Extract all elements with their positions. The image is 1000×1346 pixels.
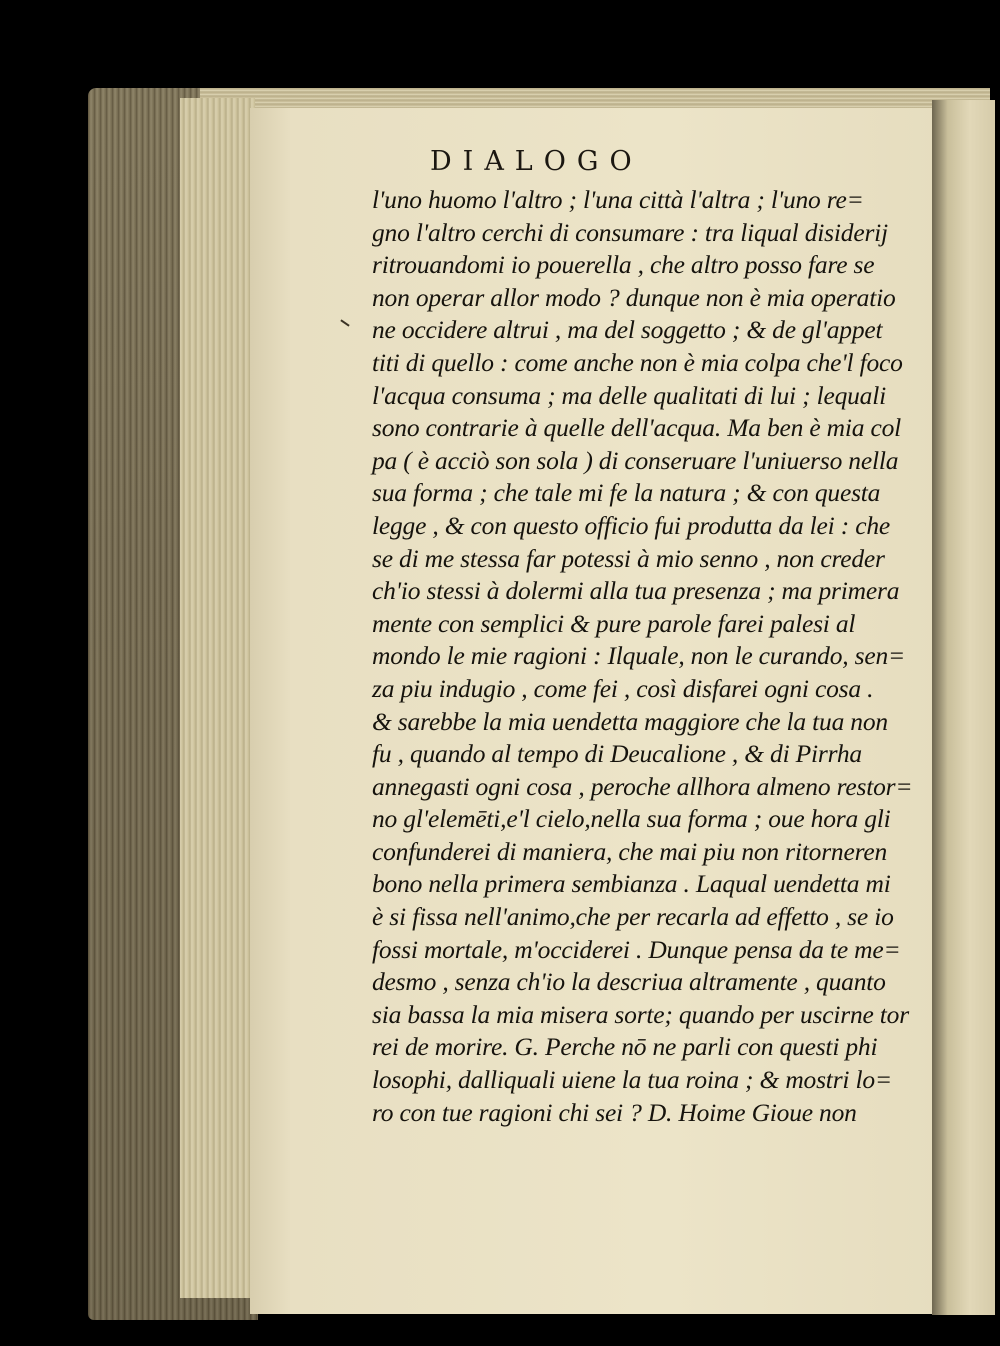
text-line: annegasti ogni cosa , peroche allhora almeno restor=	[372, 771, 913, 801]
right-page-gutter	[932, 100, 995, 1315]
text-line: se di me stessa far potessi à mio senno , non creder	[372, 543, 885, 573]
text-line: titi di quello : come anche non è mia colpa che'l foco	[372, 347, 903, 377]
text-line: gno l'altro cerchi di consumare : tra liqual disiderij	[372, 217, 888, 247]
text-line: l'acqua consuma ; ma delle qualitati di lui ; lequali	[372, 380, 886, 410]
text-line: ro con tue ragioni chi sei ? D. Hoime Gioue non	[372, 1097, 857, 1127]
text-line: za piu indugio , come fei , così disfarei ogni cosa .	[372, 673, 874, 703]
text-line: è si fissa nell'animo,che per recarla ad effetto , se io	[372, 902, 894, 932]
text-line: sia bassa la mia misera sorte; quando per uscirne tor	[372, 999, 909, 1029]
page-text	[372, 184, 913, 1129]
text-line: desmo , senza ch'io la descriua altramente , quanto	[372, 967, 886, 997]
text-line: & sarebbe la mia uendetta maggiore che la tua non	[372, 706, 888, 736]
text-line: no gl'elemēti,e'l cielo,nella sua forma ; oue hora gli	[372, 804, 891, 834]
text-line: mondo le mie ragioni : Ilquale, non le curando, sen=	[372, 641, 906, 671]
running-header: DIALOGO	[430, 146, 643, 177]
text-line: confunderei di maniera, che mai piu non ritorneren	[372, 836, 888, 866]
text-line: rei de morire. G. Perche nō ne parli con questi phi	[372, 1032, 878, 1062]
book-top-edge	[200, 88, 990, 110]
text-line: fu , quando al tempo di Deucalione , & di Pirrha	[372, 739, 862, 769]
page-stack	[180, 98, 255, 1298]
text-line: sono contrarie à quelle dell'acqua. Ma ben è mia col	[372, 413, 902, 443]
text-line: ch'io stessi à dolermi alla tua presenza ; ma primera	[372, 576, 900, 606]
text-line: legge , & con questo officio fui produtta da lei : che	[372, 510, 890, 540]
text-line: ne occidere altrui , ma del soggetto ; & de gl'appet	[372, 315, 883, 345]
text-line: pa ( è acciò son sola ) di conseruare l'uniuerso nella	[372, 445, 899, 475]
text-line: fossi mortale, m'occiderei . Dunque pensa da te me=	[372, 934, 901, 964]
text-line: bono nella primera sembianza . Laqual uendetta mi	[372, 869, 891, 899]
text-line: non operar allor modo ? dunque non è mia operatio	[372, 282, 896, 312]
text-line: l'uno huomo l'altro ; l'una città l'altra ; l'uno re=	[372, 185, 864, 214]
text-line: sua forma ; che tale mi fe la natura ; & con questa	[372, 478, 881, 508]
text-line: ritrouandomi io pouerella , che altro posso fare se	[372, 250, 875, 280]
text-line: mente con semplici & pure parole farei palesi al	[372, 608, 856, 638]
text-line: losophi, dalliquali uiene la tua roina ; & mostri lo=	[372, 1065, 892, 1095]
